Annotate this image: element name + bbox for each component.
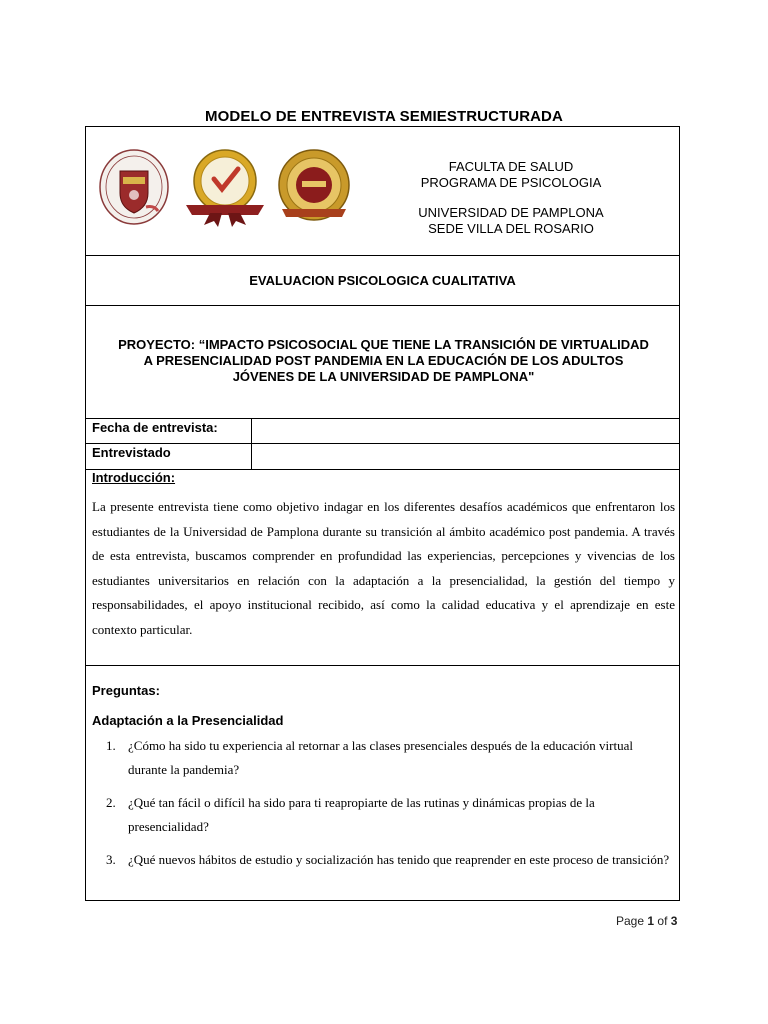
question-number: 2. xyxy=(106,795,116,810)
institution-info xyxy=(386,159,636,237)
logos-group xyxy=(98,147,348,227)
document-title: MODELO DE ENTREVISTA SEMIESTRUCTURADA xyxy=(205,108,563,125)
of-word: of xyxy=(657,914,668,928)
international-accreditation-seal-logo xyxy=(276,147,352,227)
question-number: 3. xyxy=(106,852,116,867)
evaluation-title: EVALUACION PSICOLOGICA CUALITATIVA xyxy=(249,273,516,288)
project-title xyxy=(96,337,671,385)
interviewee-label: Entrevistado xyxy=(92,445,171,460)
introduction-heading: Introducción: xyxy=(92,470,176,485)
faculty-name: FACULTA DE SALUD xyxy=(448,159,574,174)
date-label: Fecha de entrevista: xyxy=(92,420,218,435)
interviewee-field[interactable] xyxy=(256,445,671,465)
list-item xyxy=(92,791,672,838)
project-line-1: PROYECTO: “IMPACTO PSICOSOCIAL QUE TIENE LA TRANSICIÓN DE VIRTUALIDAD xyxy=(118,337,649,352)
question-text: ¿Qué nuevos hábitos de estudio y socialización has tenido que reaprender en este proceso de transición? xyxy=(128,852,670,867)
university-seal-logo xyxy=(98,147,176,227)
question-number: 1. xyxy=(106,738,116,753)
list-item xyxy=(92,848,672,872)
questions-subheading: Adaptación a la Presencialidad xyxy=(92,713,284,728)
page-number xyxy=(616,914,677,928)
date-field[interactable] xyxy=(256,420,671,440)
interview-form xyxy=(85,126,680,901)
campus-name: SEDE VILLA DEL ROSARIO xyxy=(428,221,594,236)
project-line-2: A PRESENCIALIDAD POST PANDEMIA EN LA EDUCACIÓN DE LOS ADULTOS xyxy=(143,353,624,368)
university-name: UNIVERSIDAD DE PAMPLONA xyxy=(418,205,604,220)
questions-heading: Preguntas: xyxy=(92,683,160,698)
project-line-3: JÓVENES DE LA UNIVERSIDAD DE PAMPLONA" xyxy=(232,369,535,384)
current-page: 1 xyxy=(647,914,655,928)
questions-list xyxy=(92,734,672,882)
accreditation-seal-logo xyxy=(184,147,266,227)
question-text: ¿Qué tan fácil o difícil ha sido para ti reapropiarte de las rutinas y dinámicas propias de la presencialidad? xyxy=(128,795,595,834)
program-name: PROGRAMA DE PSICOLOGIA xyxy=(420,175,602,190)
page-word: Page xyxy=(616,914,645,928)
question-text: ¿Cómo ha sido tu experiencia al retornar a las clases presenciales después de la educación virtual durante la pandemia? xyxy=(128,738,633,777)
total-pages: 3 xyxy=(670,914,678,928)
introduction-text: La presente entrevista tiene como objetivo indagar en los diferentes desafíos académicos que enfrentaron los estudiantes de la Universidad de Pamplona durante su transición al ámbito académico post pandemia. A través de esta entrevista, buscamos comprender en profundidad las experiencias, percepciones y vivencias de los estudiantes universitarios en relación con la adaptación a la presencialidad, la gestión del tiempo y responsabilidades, el apoyo institucional recibido, así como la calidad educativa y el aprendizaje en este contexto particular. xyxy=(92,499,675,637)
list-item xyxy=(92,734,672,781)
